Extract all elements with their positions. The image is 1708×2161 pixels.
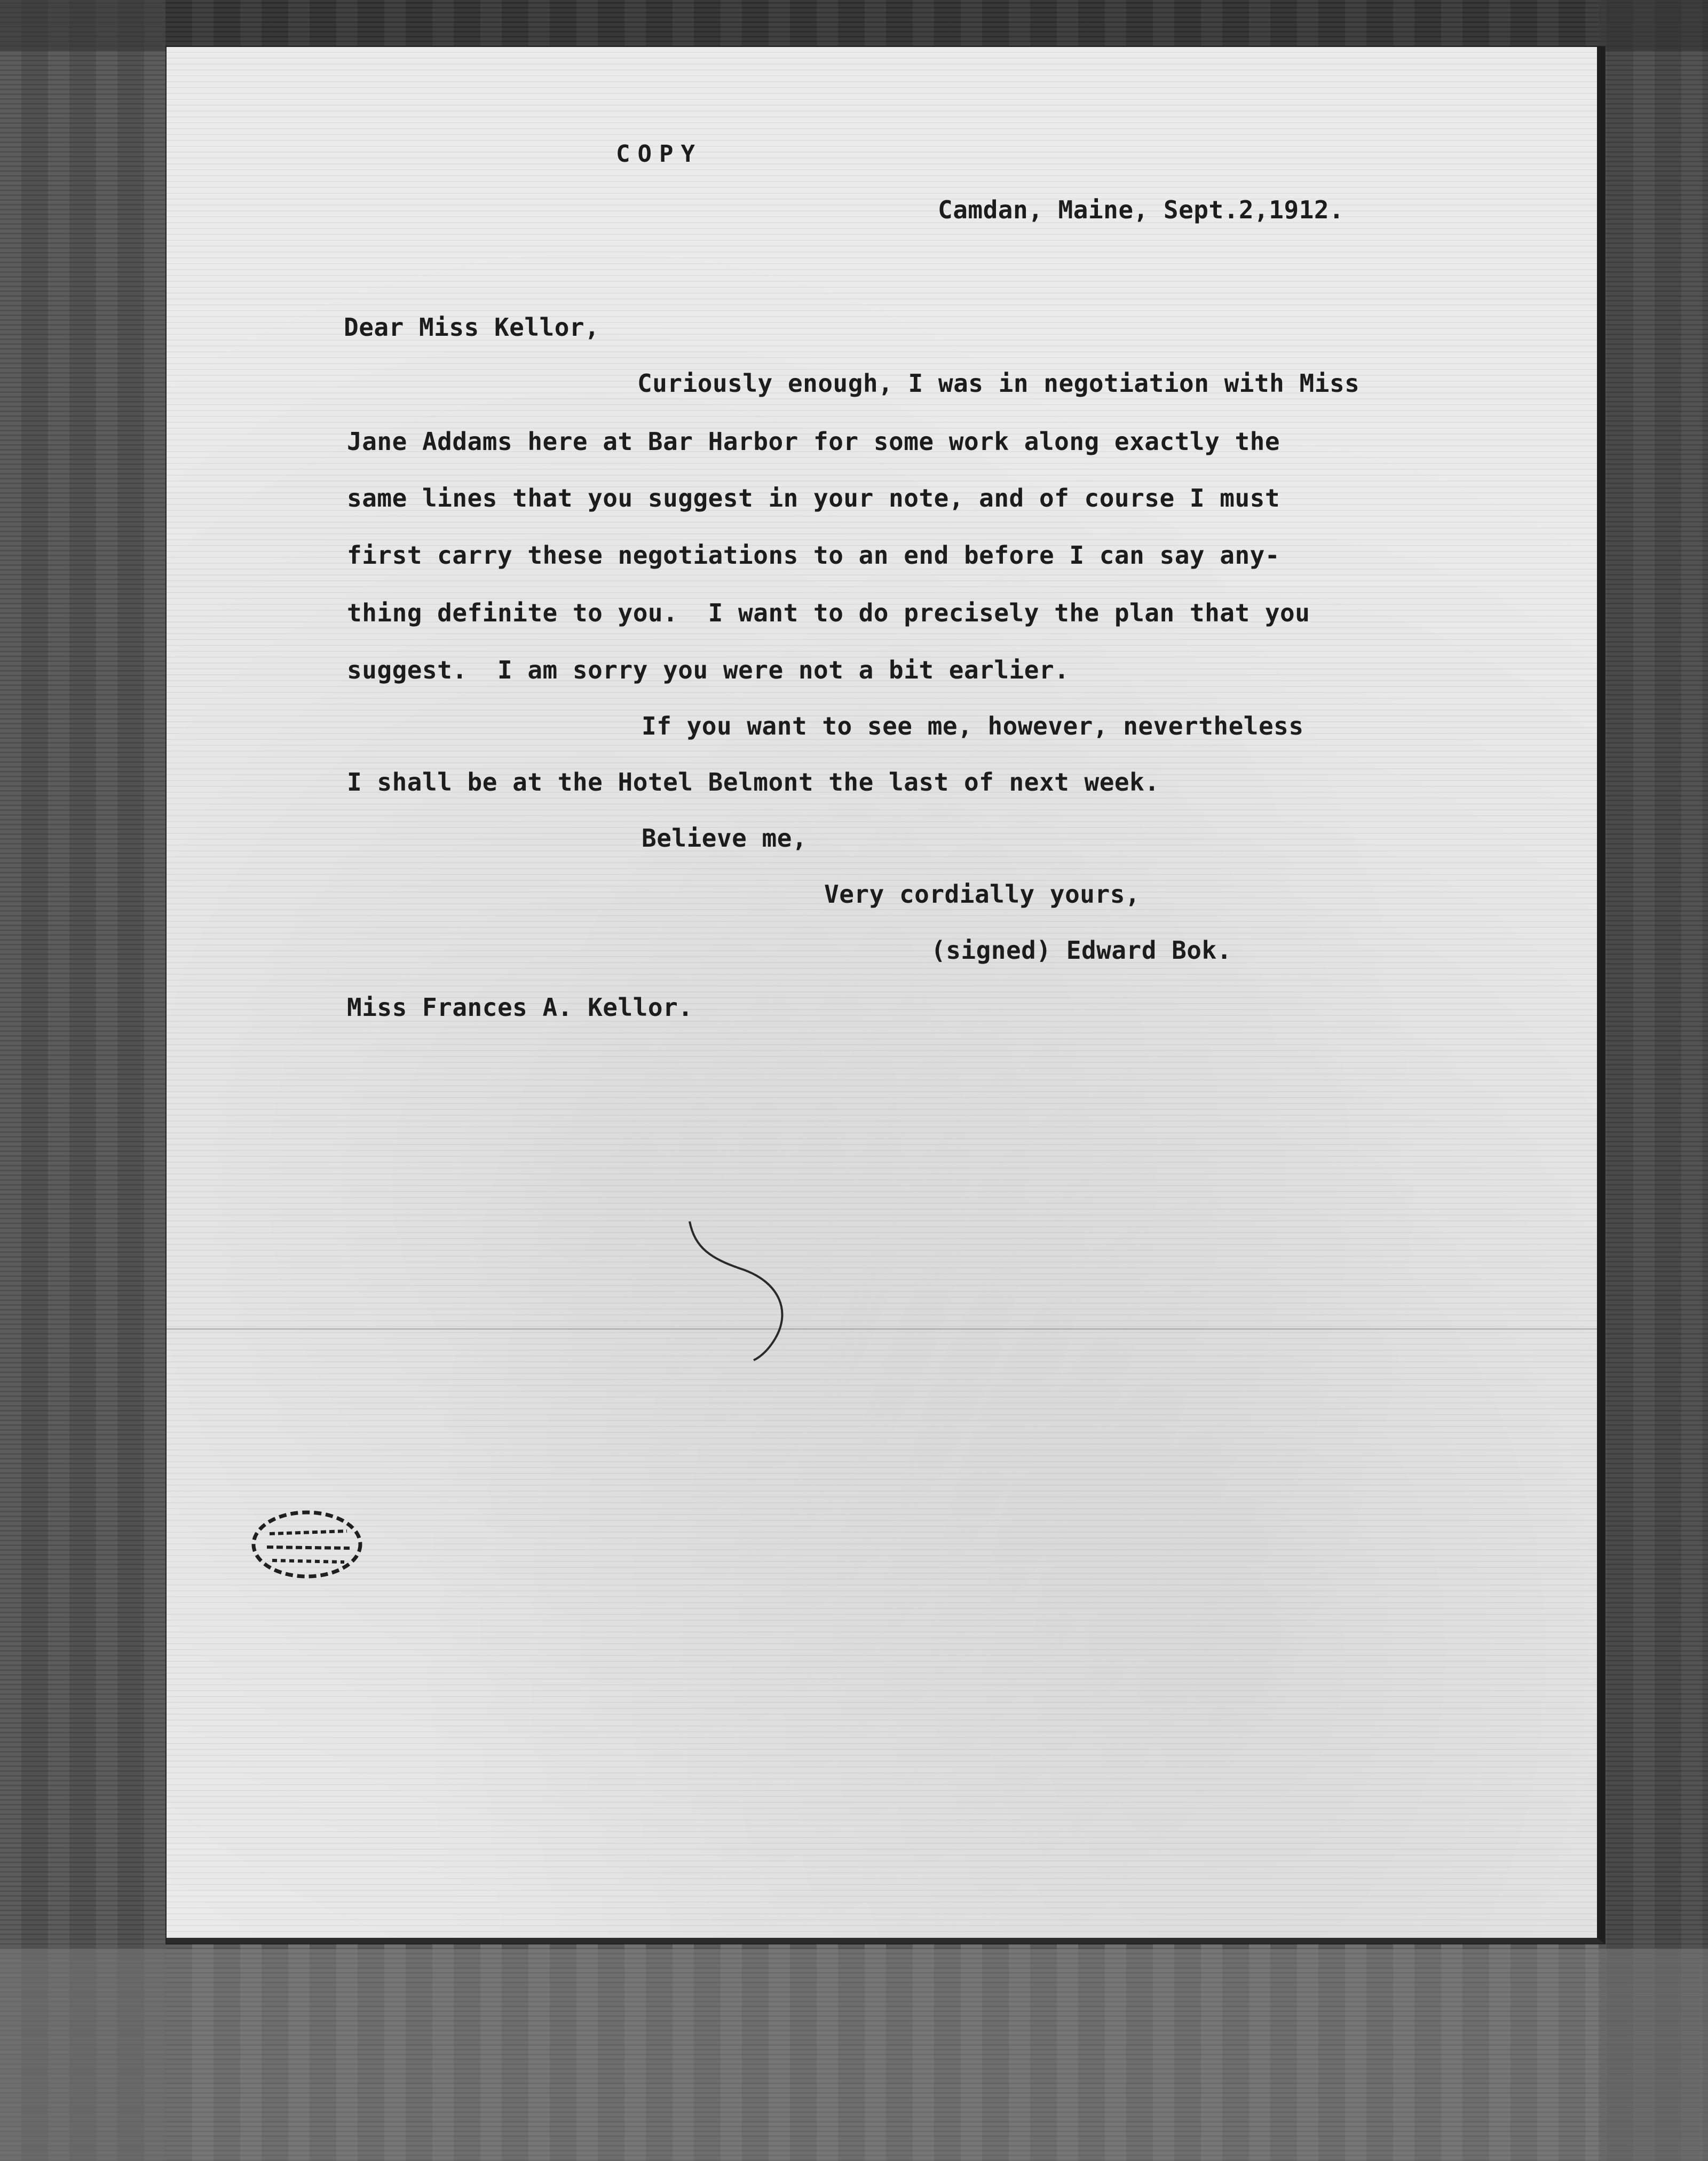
body-line: Curiously enough, I was in negotiation with Miss: [637, 369, 1360, 398]
signature: (signed) Edward Bok.: [931, 936, 1232, 965]
body-line: thing definite to you. I want to do precisely the plan that you: [347, 598, 1310, 627]
body-line: suggest. I am sorry you were not a bit earlier.: [347, 656, 1070, 684]
scan-border-top: [0, 0, 1708, 51]
complimentary-close: Very cordially yours,: [824, 880, 1141, 909]
copy-header: COPY: [616, 140, 702, 168]
body-line: If you want to see me, however, nevertheless: [642, 712, 1304, 740]
fold-crease: [167, 1328, 1597, 1330]
body-line: Jane Addams here at Bar Harbor for some work along exactly the: [347, 427, 1280, 456]
scan-border-right: [1599, 0, 1708, 2161]
body-line: same lines that you suggest in your note, and of course I must: [347, 484, 1280, 512]
body-line: first carry these negotiations to an end before I can say any-: [347, 541, 1280, 570]
scan-border-left: [0, 0, 165, 2161]
ink-stamp-mark: [246, 1504, 368, 1584]
dateline: Camdan, Maine, Sept.2,1912.: [938, 195, 1345, 224]
closing: Believe me,: [642, 824, 808, 853]
scan-border-bottom: [0, 1949, 1708, 2161]
salutation: Dear Miss Kellor,: [344, 313, 600, 342]
body-line: I shall be at the Hotel Belmont the last of next week.: [347, 768, 1160, 796]
recipient-name: Miss Frances A. Kellor.: [347, 993, 693, 1022]
letter-page: [167, 47, 1604, 1943]
pencil-stroke-mark: [679, 1216, 807, 1366]
